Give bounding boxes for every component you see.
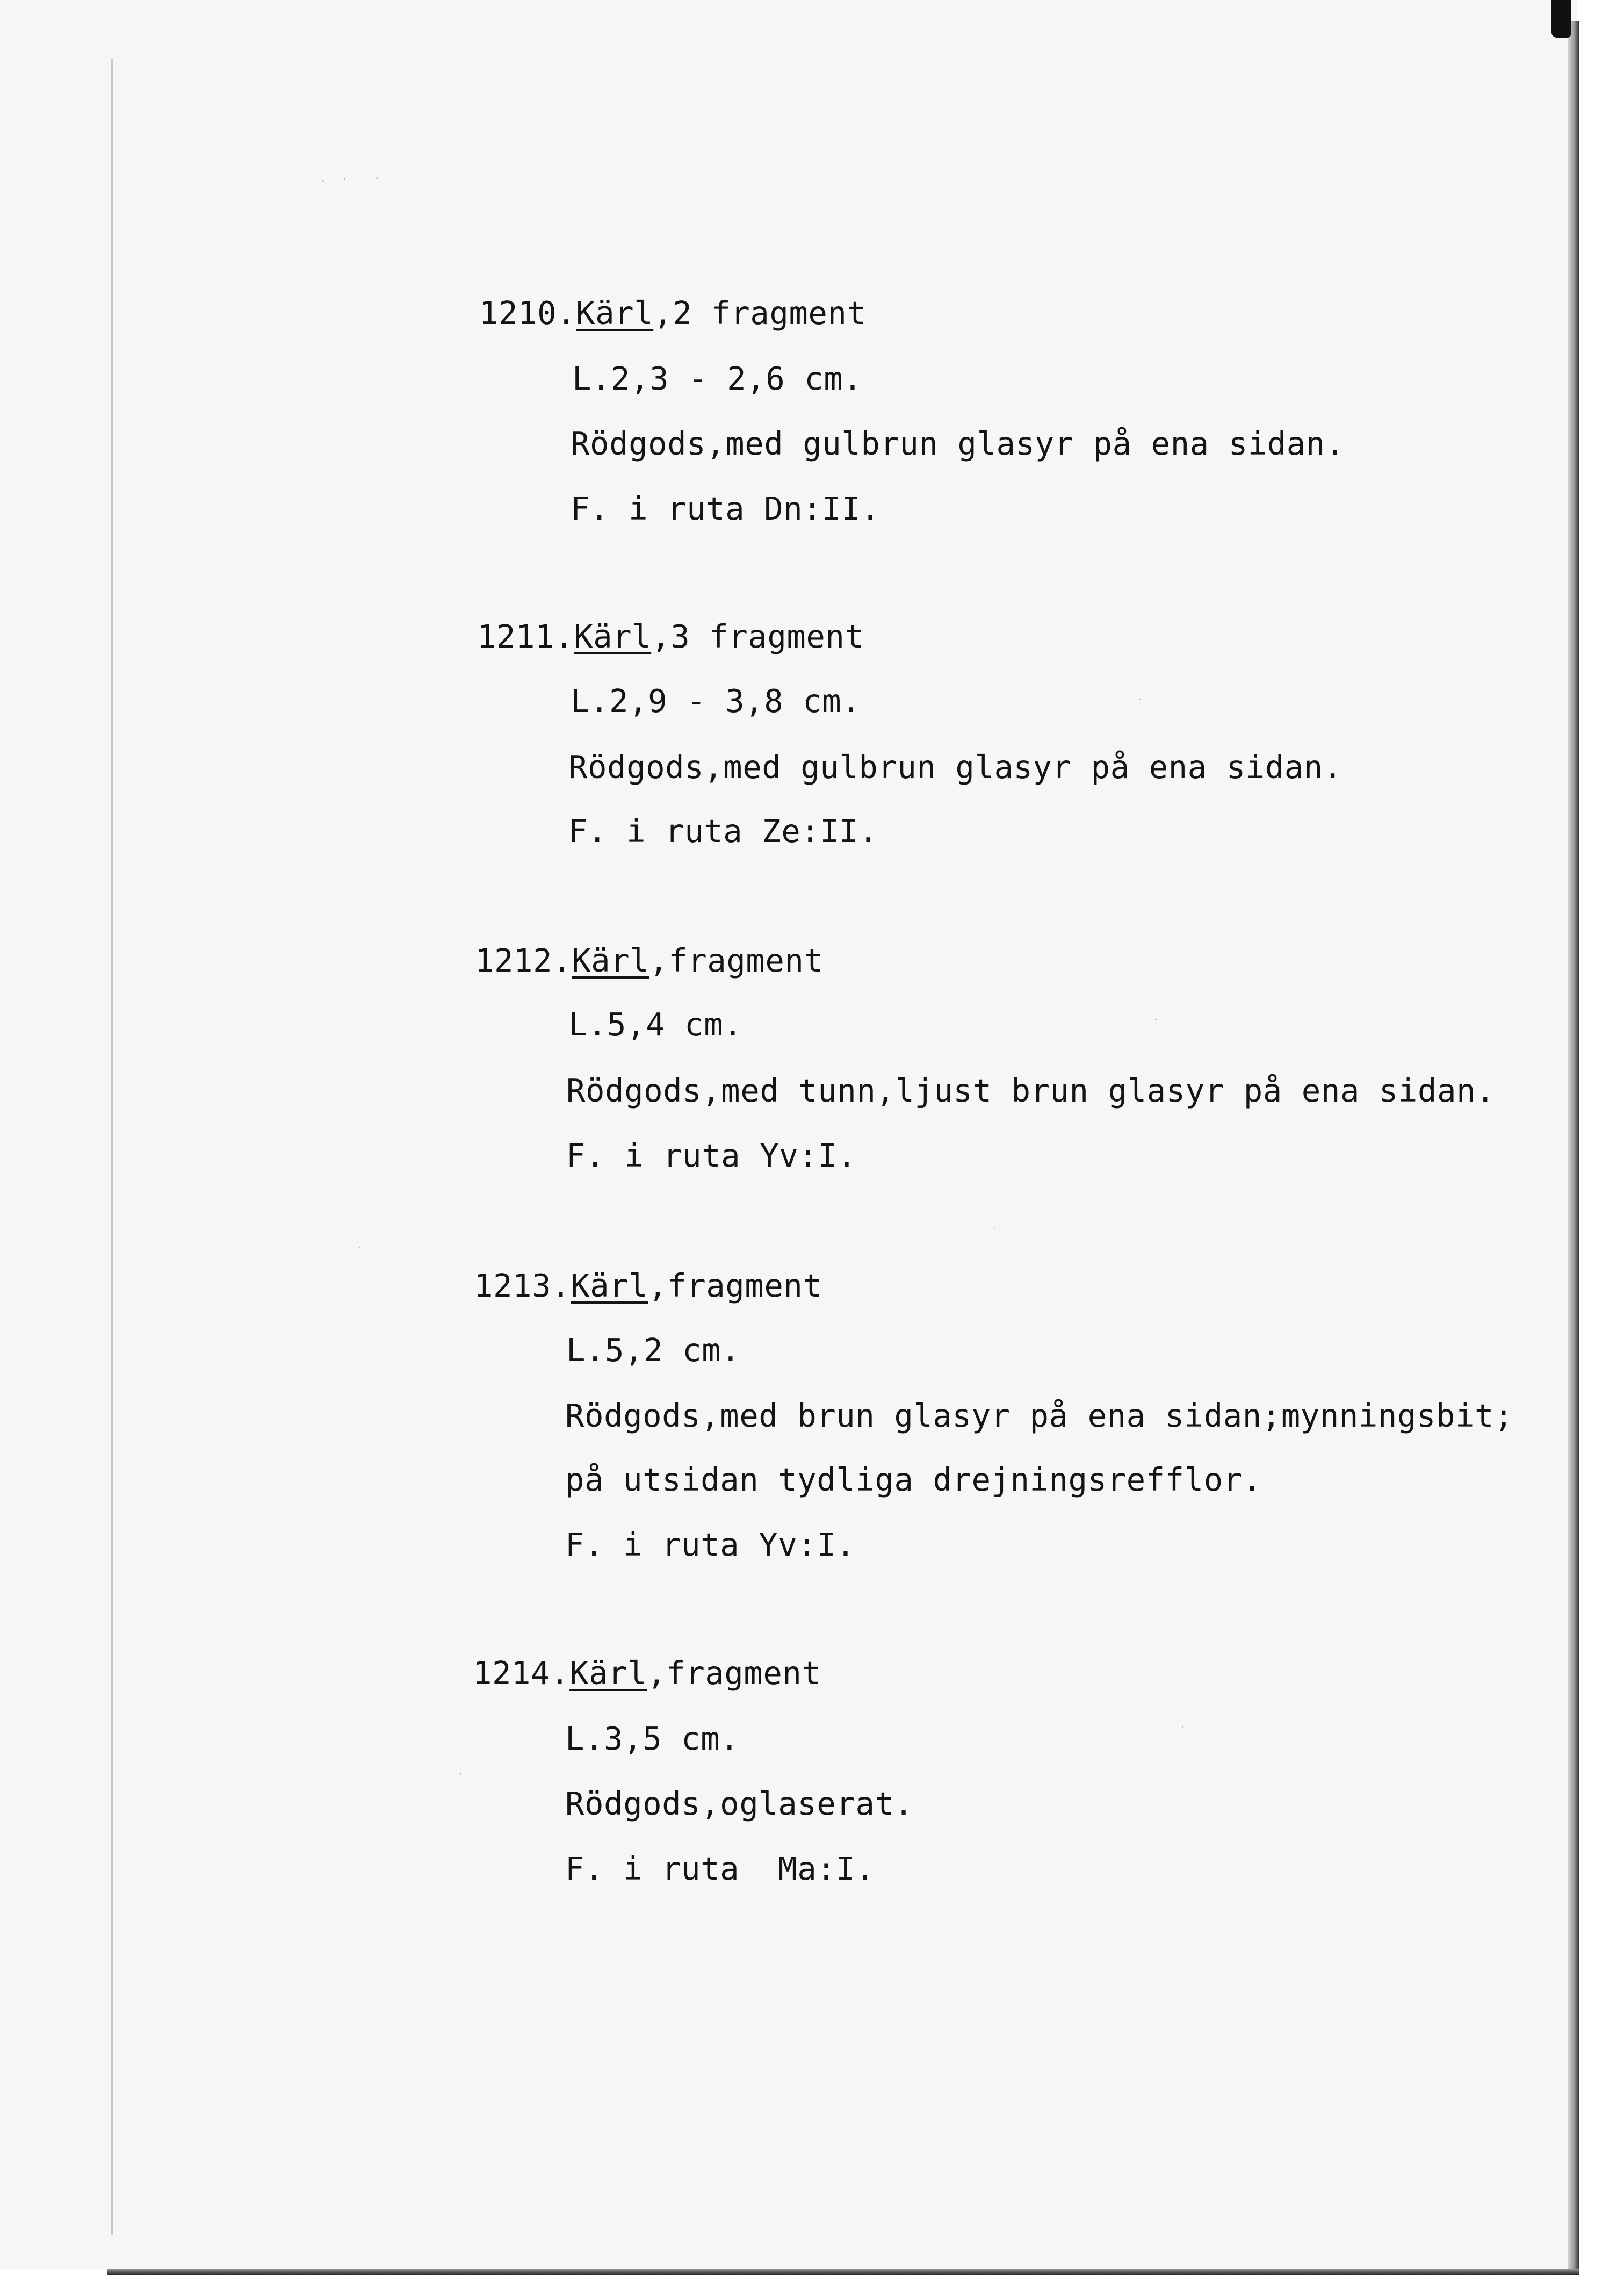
entry-line: Rödgods,oglaserat.: [565, 1785, 914, 1822]
entry-line: F. i ruta Yv:I.: [566, 1137, 857, 1174]
entry-heading: [475, 942, 824, 979]
entry-line: L.5,4 cm.: [568, 1006, 743, 1043]
entry-heading: [479, 294, 867, 332]
entry-line: Rödgods,med gulbrun glasyr på ena sidan.: [568, 749, 1342, 786]
entry-title: Kärl: [569, 1654, 647, 1692]
scan-speck: [994, 1227, 995, 1228]
scan-speck: [1155, 1019, 1157, 1020]
entry-number: 1212.: [475, 942, 572, 979]
entry-line: F. i ruta Ze:II.: [568, 812, 878, 850]
entry-title-suffix: ,3 fragment: [651, 618, 864, 655]
entry-line: F. i ruta Dn:II.: [571, 490, 880, 527]
corner-mark: [1551, 0, 1571, 38]
scan-margin: [1579, 0, 1624, 2295]
entry-title: Kärl: [571, 1267, 648, 1304]
entry-number: 1211.: [477, 618, 574, 655]
entry-line: F. i ruta Ma:I.: [565, 1850, 875, 1887]
entry-line: L.2,3 - 2,6 cm.: [572, 360, 863, 397]
entry-line: L.3,5 cm.: [565, 1720, 740, 1757]
scan-speck: [344, 178, 345, 180]
binding-edge: [111, 59, 113, 2235]
entry-line: Rödgods,med brun glasyr på ena sidan;mynningsbit;: [565, 1397, 1514, 1434]
scan-speck: [460, 1773, 461, 1775]
entry-line: Rödgods,med tunn,ljust brun glasyr på ena sidan.: [566, 1072, 1496, 1109]
entry-number: 1210.: [479, 294, 576, 332]
entry-number: 1214.: [473, 1654, 570, 1692]
entry-number: 1213.: [474, 1267, 571, 1304]
entry-title: Kärl: [572, 942, 649, 979]
entry-title-suffix: ,2 fragment: [653, 294, 867, 332]
entry-title-suffix: ,fragment: [649, 942, 824, 979]
entry-line: på utsidan tydliga drejningsrefflor.: [565, 1461, 1262, 1498]
entry-heading: [474, 1267, 822, 1304]
entry-title-suffix: ,fragment: [648, 1267, 822, 1304]
scan-speck: [359, 1247, 360, 1248]
entry-line: L.5,2 cm.: [566, 1332, 741, 1369]
entry-title-suffix: ,fragment: [647, 1654, 821, 1692]
entry-title: Kärl: [576, 294, 654, 332]
entry-heading: [473, 1654, 821, 1692]
scan-speck: [1139, 699, 1141, 700]
entry-line: L.2,9 - 3,8 cm.: [571, 682, 861, 720]
scan-speck: [322, 180, 324, 182]
page-edge-right: [1568, 21, 1579, 2273]
scan-speck: [376, 177, 378, 179]
entry-heading: [477, 618, 864, 655]
scan-speck: [1182, 1726, 1183, 1728]
entry-line: Rödgods,med gulbrun glasyr på ena sidan.: [571, 425, 1345, 462]
entry-line: F. i ruta Yv:I.: [565, 1526, 856, 1563]
page-edge-bottom: [107, 2269, 1579, 2275]
entry-title: Kärl: [574, 618, 652, 655]
